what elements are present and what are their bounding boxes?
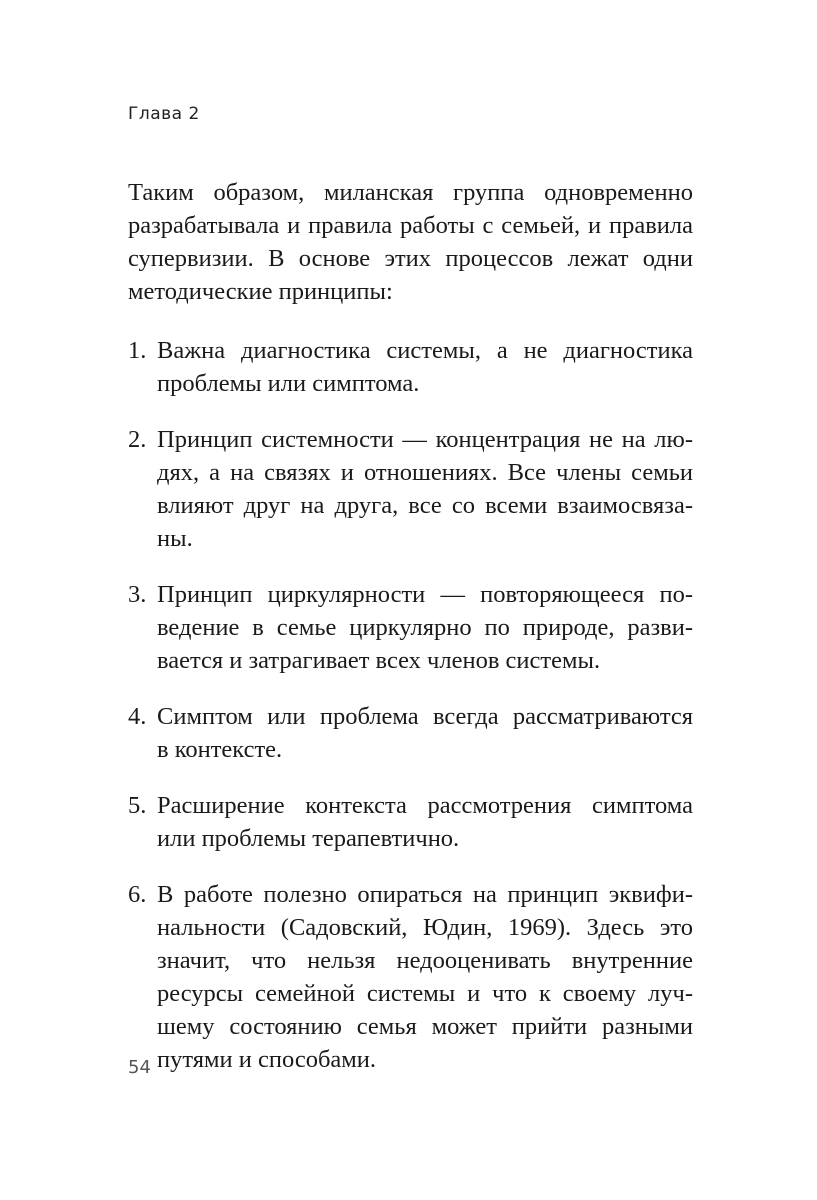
list-item-1 (128, 334, 693, 400)
running-head: Глава 2 (128, 104, 200, 124)
text-line: значит, что нельзя недооценивать внутренние (157, 947, 693, 974)
text-line: Симптом или проблема всегда рассматриваются (157, 703, 693, 730)
text-line: Принцип системности — концентрация не на лю- (157, 426, 693, 453)
text-line: шему состоянию семья может прийти разными (157, 1013, 693, 1040)
text-line: проблемы или симптома. (157, 370, 420, 397)
text-line: ведение в семье циркулярно по природе, разви- (157, 614, 693, 641)
list-number: 4. (128, 703, 147, 730)
text-line: Таким образом, миланская группа одновременно (128, 179, 693, 206)
text-line: вается и затрагивает всех членов системы. (157, 647, 601, 674)
list-number: 1. (128, 337, 147, 364)
intro-paragraph (128, 176, 693, 308)
list-item-5 (128, 789, 693, 855)
text-line: в контексте. (157, 736, 283, 763)
list-number: 6. (128, 881, 147, 908)
list-number: 5. (128, 792, 147, 819)
list-number: 3. (128, 581, 147, 608)
text-line: супервизии. В основе этих процессов лежат одни (128, 245, 693, 272)
text-line: влияют друг на друга, все со всеми взаимосвяза- (157, 492, 693, 519)
text-line: дях, а на связях и отношениях. Все члены семьи (157, 459, 693, 486)
text-line: или проблемы терапевтично. (157, 825, 460, 852)
list-item-3 (128, 578, 693, 677)
text-line: разрабатывала и правила работы с семьей, и правила (128, 212, 693, 239)
text-line: В работе полезно опираться на принцип эквифи- (157, 881, 693, 908)
list-item-2 (128, 423, 693, 555)
text-line: методические принципы: (128, 278, 393, 305)
text-line: Принцип циркулярности — повторяющееся по- (157, 581, 693, 608)
body-text (128, 176, 693, 1099)
text-line: ресурсы семейной системы и что к своему луч- (157, 980, 693, 1007)
text-line: путями и способами. (157, 1046, 377, 1073)
text-line: ны. (157, 525, 193, 552)
text-line: Расширение контекста рассмотрения симптома (157, 792, 693, 819)
list-item-6 (128, 878, 693, 1076)
list-item-4 (128, 700, 693, 766)
text-line: нальности (Садовский, Юдин, 1969). Здесь это (157, 914, 693, 941)
page-number: 54 (128, 1057, 151, 1078)
list-number: 2. (128, 426, 147, 453)
text-line: Важна диагностика системы, а не диагностика (157, 337, 693, 364)
